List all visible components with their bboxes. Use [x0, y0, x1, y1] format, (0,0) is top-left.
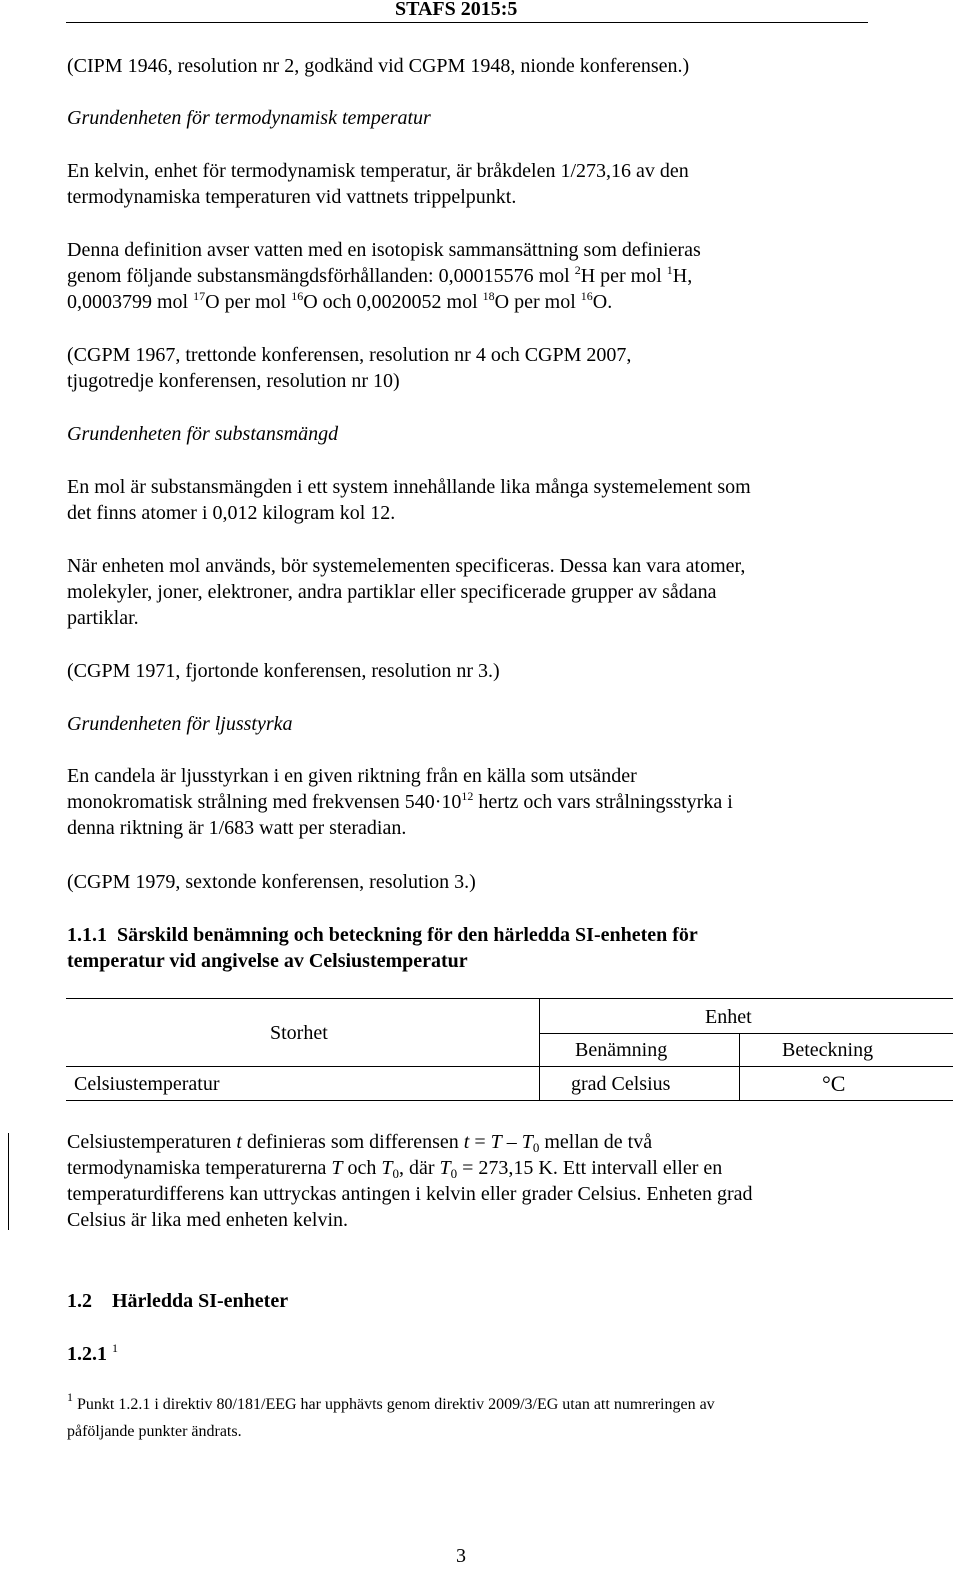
text: mellan de två — [539, 1131, 653, 1153]
table-cell-unit-symbol: °C — [822, 1071, 846, 1096]
symbol: T — [521, 1131, 533, 1153]
text-line: temperaturdifferens kan uttryckas antingen i kelvin eller grader Celsius. Enheten grad — [67, 1183, 753, 1205]
text-line: Denna definition avser vatten med en isotopisk sammansättning som definieras — [67, 239, 701, 261]
superscript: 17 — [193, 289, 206, 303]
text-line: temperatur vid angivelse av Celsiustemperatur — [67, 950, 468, 972]
table-cell-unit-name: grad Celsius — [571, 1073, 671, 1095]
text: = 273,15 K. Ett intervall eller en — [457, 1157, 723, 1179]
symbol: T — [381, 1157, 393, 1179]
superscript: 16 — [291, 289, 304, 303]
text-line: tjugotredje konferensen, resolution nr 10) — [67, 370, 400, 392]
heading-amount-of-substance: Grundenheten för substansmängd — [67, 423, 339, 445]
text: , där — [398, 1157, 440, 1179]
table-divider — [739, 1033, 740, 1100]
table-header-beteckning: Beteckning — [782, 1039, 874, 1061]
text-line: En kelvin, enhet för termodynamisk temperatur, är bråkdelen 1/273,16 av den — [67, 160, 689, 182]
text: O och 0,0020052 mol — [303, 291, 483, 313]
text: Celsiustemperaturen — [67, 1131, 237, 1153]
header-rule — [66, 22, 868, 23]
text-line: En mol är substansmängden i ett system innehållande lika många systemelement som — [67, 476, 751, 498]
heading-luminous-intensity: Grundenheten för ljusstyrka — [67, 713, 293, 735]
text: definieras som differensen — [241, 1131, 464, 1153]
text: och — [342, 1157, 382, 1179]
table-rule — [66, 1100, 953, 1101]
text: termodynamiska temperaturerna — [67, 1157, 332, 1179]
table-divider — [539, 998, 540, 1100]
running-header: STAFS 2015:5 — [395, 0, 518, 20]
text: – — [501, 1131, 522, 1153]
section-heading-1-2-1 — [67, 1341, 118, 1367]
symbol: t — [463, 1131, 470, 1153]
symbol: t — [236, 1131, 242, 1153]
table-header-storhet: Storhet — [270, 1022, 328, 1044]
text: monokromatisk strålning med frekvensen 540 — [67, 791, 435, 813]
text-line: molekyler, joner, elektroner, andra partiklar eller specificerade grupper av sådana — [67, 581, 717, 603]
paragraph-cgpm-1971: (CGPM 1971, fjortonde konferensen, resolution nr 3.) — [67, 660, 500, 682]
symbol: T — [490, 1131, 502, 1153]
change-bar — [8, 1133, 9, 1230]
heading-thermodynamic-temperature: Grundenheten för termodynamisk temperatur — [67, 107, 431, 129]
text: O per mol — [205, 291, 292, 313]
text-line: termodynamiska temperaturen vid vattnets trippelpunkt. — [67, 186, 517, 208]
text: Punkt 1.2.1 i direktiv 80/181/EEG har upphävts genom direktiv 2009/3/EG utan att numreringen av — [73, 1396, 715, 1413]
table-header-benamning: Benämning — [575, 1039, 668, 1061]
text: H per mol — [580, 265, 667, 287]
subscript: 0 — [532, 1140, 540, 1155]
footnote-line: påföljande punkter ändrats. — [67, 1423, 242, 1440]
table-cell-quantity: Celsiustemperatur — [74, 1073, 220, 1095]
text: genom följande substansmängdsförhållanden: 0,00015576 mol — [67, 265, 575, 287]
paragraph-cipm-1946: (CIPM 1946, resolution nr 2, godkänd vid CGPM 1948, nionde konferensen.) — [67, 55, 690, 77]
multiplication-dot: · — [434, 791, 442, 813]
page-number: 3 — [456, 1545, 466, 1567]
symbol: T — [331, 1157, 343, 1179]
text-line: 1.1.1 Särskild benämning och beteckning för den härledda SI-enheten för — [67, 924, 698, 946]
text-line — [67, 1155, 722, 1181]
symbol: T — [439, 1157, 451, 1179]
text-line: det finns atomer i 0,012 kilogram kol 12. — [67, 502, 396, 524]
text: 0,0003799 mol — [67, 291, 194, 313]
footnote-line — [67, 1390, 715, 1415]
superscript: 2 — [574, 263, 581, 277]
table-header-enhet: Enhet — [705, 1006, 752, 1028]
table-rule — [66, 1066, 953, 1067]
text-line — [67, 289, 612, 315]
subscript: 0 — [392, 1166, 399, 1181]
text-line — [67, 263, 692, 289]
text: hertz och vars strålningsstyrka i — [473, 791, 733, 813]
text-line: partiklar. — [67, 607, 139, 629]
text: O. — [592, 291, 613, 313]
subscript: 0 — [450, 1166, 458, 1181]
text-line: denna riktning är 1/683 watt per steradian. — [67, 817, 407, 839]
superscript: 12 — [461, 789, 474, 803]
text: H, — [672, 265, 693, 287]
superscript: 1 — [666, 263, 673, 277]
superscript: 18 — [482, 289, 495, 303]
text-line: (CGPM 1967, trettonde konferensen, resolution nr 4 och CGPM 2007, — [67, 344, 632, 366]
superscript: 16 — [580, 289, 593, 303]
section-heading-1-2: 1.2 Härledda SI-enheter — [67, 1290, 289, 1312]
section-number: 1.2.1 — [67, 1343, 107, 1365]
text: = — [469, 1131, 491, 1153]
text-line: Celsius är lika med enheten kelvin. — [67, 1209, 349, 1231]
table-rule — [539, 1033, 953, 1034]
text: O per mol — [494, 291, 581, 313]
footnote-reference: 1 — [112, 1341, 118, 1355]
footnote-mark: 1 — [67, 1390, 73, 1404]
paragraph-cgpm-1979: (CGPM 1979, sextonde konferensen, resolution 3.) — [67, 871, 476, 893]
text-line: När enheten mol används, bör systemelementen specificeras. Dessa kan vara atomer, — [67, 555, 746, 577]
text: 10 — [441, 791, 462, 813]
text-line — [67, 789, 733, 815]
text-line: En candela är ljusstyrkan i en given riktning från en källa som utsänder — [67, 765, 637, 787]
text-line — [67, 1129, 652, 1155]
table-rule — [66, 998, 953, 999]
